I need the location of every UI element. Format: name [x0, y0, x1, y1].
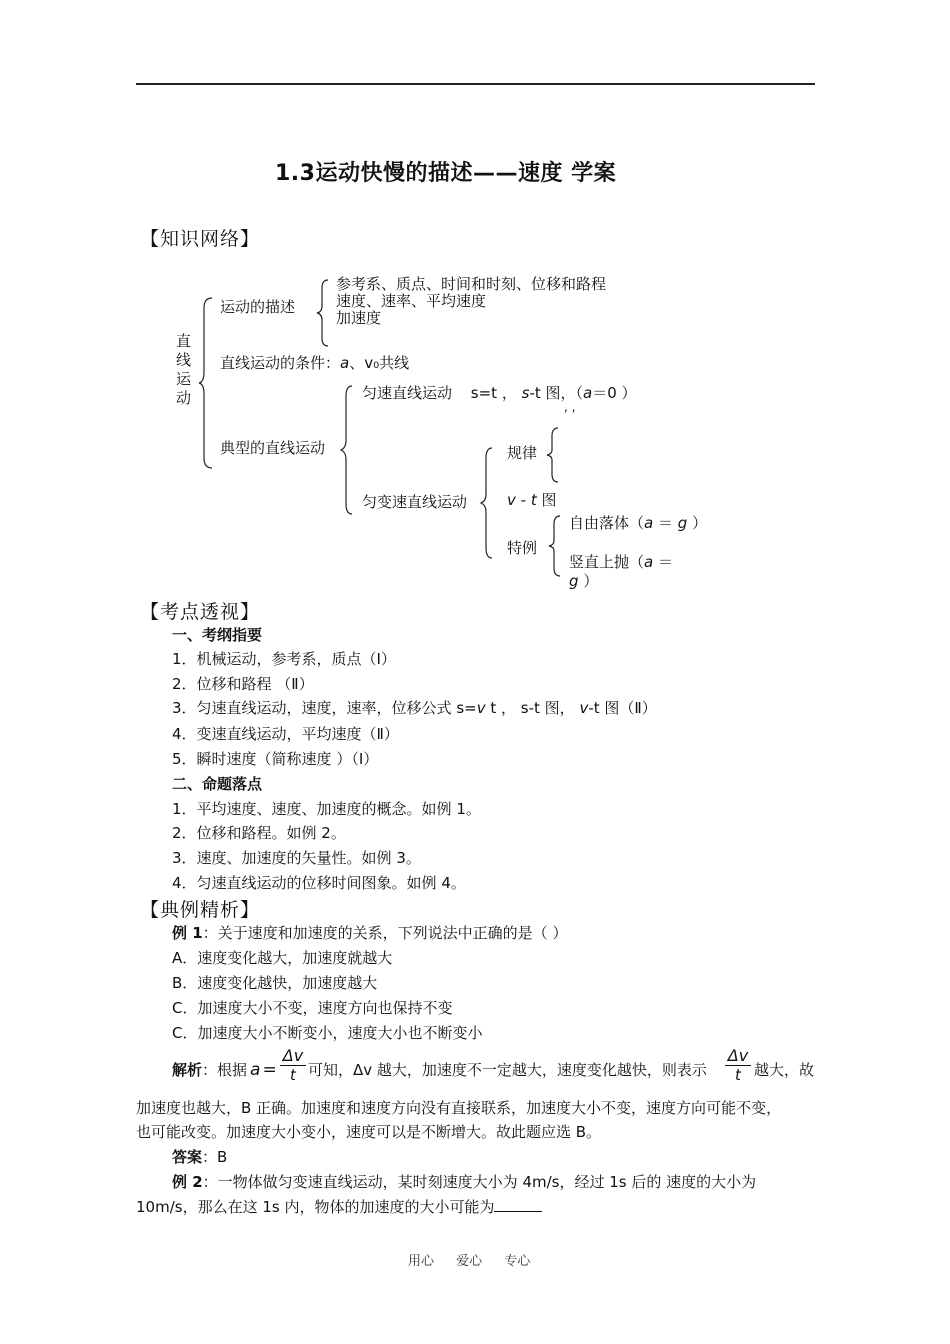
example-2-text-2: 10m/s，那么在这 1s 内，物体的加速度的大小可能为 [136, 1198, 495, 1216]
syllabus-item-v: v [476, 699, 486, 717]
syllabus-item-mid: t ， s-t 图， [490, 699, 575, 717]
syllabus-item: 4．变速直线运动，平均速度（Ⅱ） [172, 725, 399, 743]
exam-focus-item: 3．速度、加速度的矢量性。如例 3。 [172, 849, 421, 867]
law-brace [546, 426, 560, 484]
syllabus-item-text: 3．匀速直线运动，速度，速率，位移公式 s= [172, 699, 477, 717]
delta-v-over-t-fraction [725, 1046, 751, 1084]
description-items [336, 276, 606, 327]
example-1-label: 例 1 [172, 924, 203, 942]
branch-motion-description: 运动的描述 [220, 298, 296, 316]
analysis-line-1-middle: 可知，Δv 越大，加速度不一定越大，速度变化越快，则表示 [308, 1061, 707, 1079]
example-2-text: ：一物体做匀变速直线运动，某时刻速度大小为 4m/s，经过 1s 后的 速度的大小为 [202, 1173, 757, 1191]
delta-v-over-t-fraction [280, 1046, 306, 1084]
fraction-denominator: t [735, 1066, 741, 1084]
stray-marks: , , [564, 400, 576, 414]
vt-rest: 图 [541, 491, 557, 509]
answer-label: 答案 [172, 1148, 203, 1166]
fraction-numerator: Δv [280, 1046, 306, 1066]
option-b: B．速度变化越快，加速度越大 [172, 974, 378, 992]
special-case-label: 特例 [507, 539, 538, 557]
syllabus-item-formula [172, 697, 657, 718]
vt-v: v [507, 491, 516, 509]
uniform-end: ＝0 ） [592, 384, 637, 402]
free-fall-a: a [644, 514, 654, 532]
fraction-numerator: Δv [725, 1046, 751, 1066]
example-1-question [172, 922, 567, 943]
answer [172, 1146, 227, 1167]
tree-root-char: 线 [176, 351, 192, 369]
syllabus-item-end: -t 图（Ⅱ） [588, 699, 657, 717]
syllabus-item: 2．位移和路程 （Ⅱ） [172, 675, 314, 693]
answer-blank [494, 1197, 542, 1212]
analysis-line-1-start [172, 1059, 277, 1080]
analysis-line-1-end: 越大，故 [754, 1061, 815, 1079]
free-fall-text: 自由落体（ [569, 514, 645, 532]
exam-focus-item: 2．位移和路程。如例 2。 [172, 824, 346, 842]
example-2-label: 例 2 [172, 1173, 203, 1191]
syllabus-item-v2: v [579, 699, 589, 717]
example-1-text: ：关于速度和加速度的关系，下列说法中正确的是（ ） [202, 924, 568, 942]
uniform-motion-row [362, 382, 637, 403]
vertical-throw-item [569, 553, 673, 591]
section-examples: 【典例精析】 [140, 899, 261, 921]
tree-root-char: 动 [176, 389, 192, 407]
exam-focus-item: 1．平均速度、速度、加速度的概念。如例 1。 [172, 800, 481, 818]
vt-t: t [530, 491, 537, 509]
analysis-line-3: 也可能改变。加速度大小变小，速度可以是不断增大。故此题应选 B。 [136, 1123, 602, 1141]
answer-value: ：B [202, 1148, 228, 1166]
vertical-throw-eq: ＝ [658, 553, 674, 571]
branch-typical-motion: 典型的直线运动 [220, 439, 326, 457]
uniform-motion-label: 匀速直线运动 [362, 384, 453, 402]
description-item: 加速度 [336, 309, 382, 327]
description-brace [316, 278, 330, 348]
typical-brace [340, 384, 354, 516]
header-rule [136, 83, 815, 85]
uniform-formula: s=t ， [470, 384, 517, 402]
tree-root-char: 直 [176, 332, 192, 350]
analysis-line-2: 加速度也越大，B 正确。加速度和速度方向没有直接联系，加速度大小不变，速度方向可能不变， [136, 1099, 782, 1117]
description-item: 速度、速率、平均速度 [336, 292, 487, 310]
description-item: 参考系、质点、时间和时刻、位移和路程 [336, 275, 607, 293]
formula-a: a [250, 1060, 261, 1080]
uniform-st-s: s [521, 384, 530, 402]
exam-focus-heading: 二、命题落点 [172, 775, 263, 793]
branch-condition [220, 352, 409, 373]
root-brace [198, 296, 214, 470]
law-label: 规律 [507, 444, 538, 462]
special-case-brace [548, 514, 562, 578]
option-a: A．速度变化越大，加速度就越大 [172, 949, 393, 967]
uniform-st-rest: -t 图，（ [529, 384, 584, 402]
syllabus-heading: 一、考纲指要 [172, 626, 263, 644]
section-key-points: 【考点透视】 [140, 601, 261, 623]
exam-focus-item: 4．匀速直线运动的位移时间图象。如例 4。 [172, 874, 466, 892]
free-fall-g: g [677, 514, 688, 532]
option-c-second: C．加速度大小不断变小，速度大小也不断变小 [172, 1024, 483, 1042]
vertical-throw-end: ） [583, 572, 599, 590]
variable-motion-label: 匀变速直线运动 [362, 493, 468, 511]
free-fall-end: ） [692, 514, 708, 532]
vertical-throw-text: 竖直上抛（ [569, 553, 645, 571]
page-footer: 用心 爱心 专心 [408, 1254, 531, 1269]
free-fall-item [569, 512, 707, 533]
analysis-prefix: ：根据 [202, 1061, 248, 1079]
condition-rest: 、v₀共线 [349, 354, 410, 372]
syllabus-item: 1．机械运动，参考系，质点（Ⅰ） [172, 650, 396, 668]
page-title: 1.3运动快慢的描述——速度 学案 [275, 161, 617, 186]
tree-root [176, 332, 194, 408]
section-knowledge-network: 【知识网络】 [140, 228, 261, 250]
vertical-throw-g: g [569, 572, 579, 590]
example-2-line-2 [136, 1196, 542, 1217]
example-2-line-1 [172, 1171, 756, 1192]
option-c: C．加速度大小不变，速度方向也保持不变 [172, 999, 453, 1017]
analysis-label: 解析 [172, 1061, 203, 1079]
condition-text: 直线运动的条件： [220, 354, 341, 372]
tree-root-char: 运 [176, 370, 192, 388]
formula-eq: = [262, 1060, 277, 1080]
syllabus-item: 5．瞬时速度（简称速度 ）（Ⅰ） [172, 750, 379, 768]
free-fall-eq: ＝ [658, 514, 674, 532]
fraction-denominator: t [290, 1066, 296, 1084]
condition-a: a [340, 354, 350, 372]
vertical-throw-a: a [644, 553, 654, 571]
vt-graph-label: v - t 图 [507, 491, 557, 509]
uniform-a: a [583, 384, 593, 402]
variable-brace [480, 446, 494, 560]
